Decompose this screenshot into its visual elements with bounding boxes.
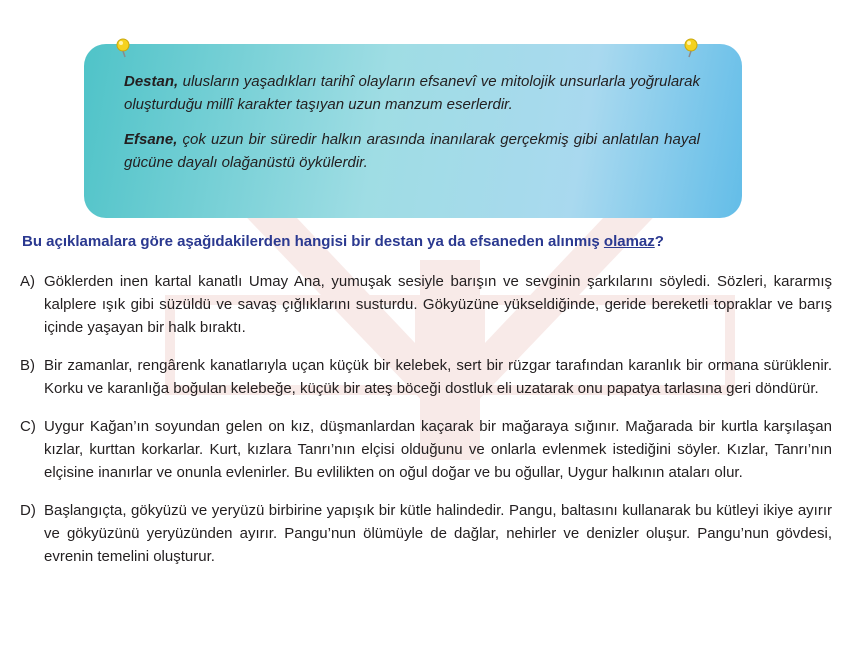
efsane-definition-text: çok uzun bir süredir halkın arasında inanılarak gerçekmiş gibi anlatılan hayal gücüne dayalı olağanüstü öykülerdir. — [124, 131, 700, 171]
option-b[interactable] — [20, 354, 832, 400]
option-text: Uygur Kağan’ın soyundan gelen on kız, düşmanlardan kaçarak bir mağaraya sığınır. Mağarada bir kurtla karşılaşan kızlar, kurttan korkarlar. Kurt, kızlara Tanrı’nın elçisi olduğunu ve onlarla evlenmek istediğini söyler. Kızlar, Tanrı’nın elçisine inanırlar ve onunla evlenirler. Bu evlilikten on oğul doğar ve bu oğullar, Uygur halkının ataları olur. — [44, 418, 832, 481]
option-text: Başlangıçta, gökyüzü ve yeryüzü birbirine yapışık bir kütle halindedir. Pangu, baltasını kullanarak bu kütleyi ikiye ayırır ve gökyüzünü yeryüzünden ayırır. Pangu’nun ölümüyle de dağlar, nehirler ve denizler oluşur. Pangu’nun gövdesi, evrenin temelini oluşturur. — [44, 502, 832, 565]
destan-term: Destan, — [124, 73, 179, 90]
option-letter: B) — [20, 357, 35, 374]
definition-card — [84, 44, 742, 218]
answer-options — [20, 270, 832, 583]
question-emphasis: olamaz — [603, 233, 655, 250]
option-letter: A) — [20, 273, 35, 290]
efsane-term: Efsane, — [124, 131, 178, 148]
pushpin-icon — [112, 36, 134, 58]
option-c[interactable] — [20, 415, 832, 484]
option-text: Göklerden inen kartal kanatlı Umay Ana, yumuşak sesiyle barışın ve sevginin şarkılarını söyledi. Sözleri, kararmış kalplere ışık gibi süzüldü ve savaş çığlıklarını susturdu. Gökyüzüne yükseldiğinde, geride bereketli topraklar ve barış içinde yaşayan bir halk bıraktı. — [44, 273, 832, 336]
pushpin-icon — [680, 36, 702, 58]
efsane-definition — [124, 128, 700, 174]
option-letter: C) — [20, 418, 36, 435]
question-prefix: Bu açıklamalara göre aşağıdakilerden hangisi bir destan ya da efsaneden alınmış — [22, 233, 604, 250]
destan-definition — [124, 70, 700, 116]
option-d[interactable] — [20, 499, 832, 568]
destan-definition-text: ulusların yaşadıkları tarihî olayların efsanevî ve mitolojik unsurlarla yoğrularak oluşturduğu millî karakter taşıyan uzun manzum eserlerdir. — [124, 73, 700, 113]
option-text: Bir zamanlar, rengârenk kanatlarıyla uçan küçük bir kelebek, sert bir rüzgar tarafından karanlık bir ormana sürüklenir. Korku ve karanlığa boğulan kelebeğe, küçük bir ateş böceği dostluk eli uzatarak onu papatya tarlasına geri döndürür. — [44, 357, 832, 397]
option-letter: D) — [20, 502, 36, 519]
question-stem — [22, 230, 832, 254]
option-a[interactable] — [20, 270, 832, 339]
question-suffix: ? — [654, 233, 664, 250]
